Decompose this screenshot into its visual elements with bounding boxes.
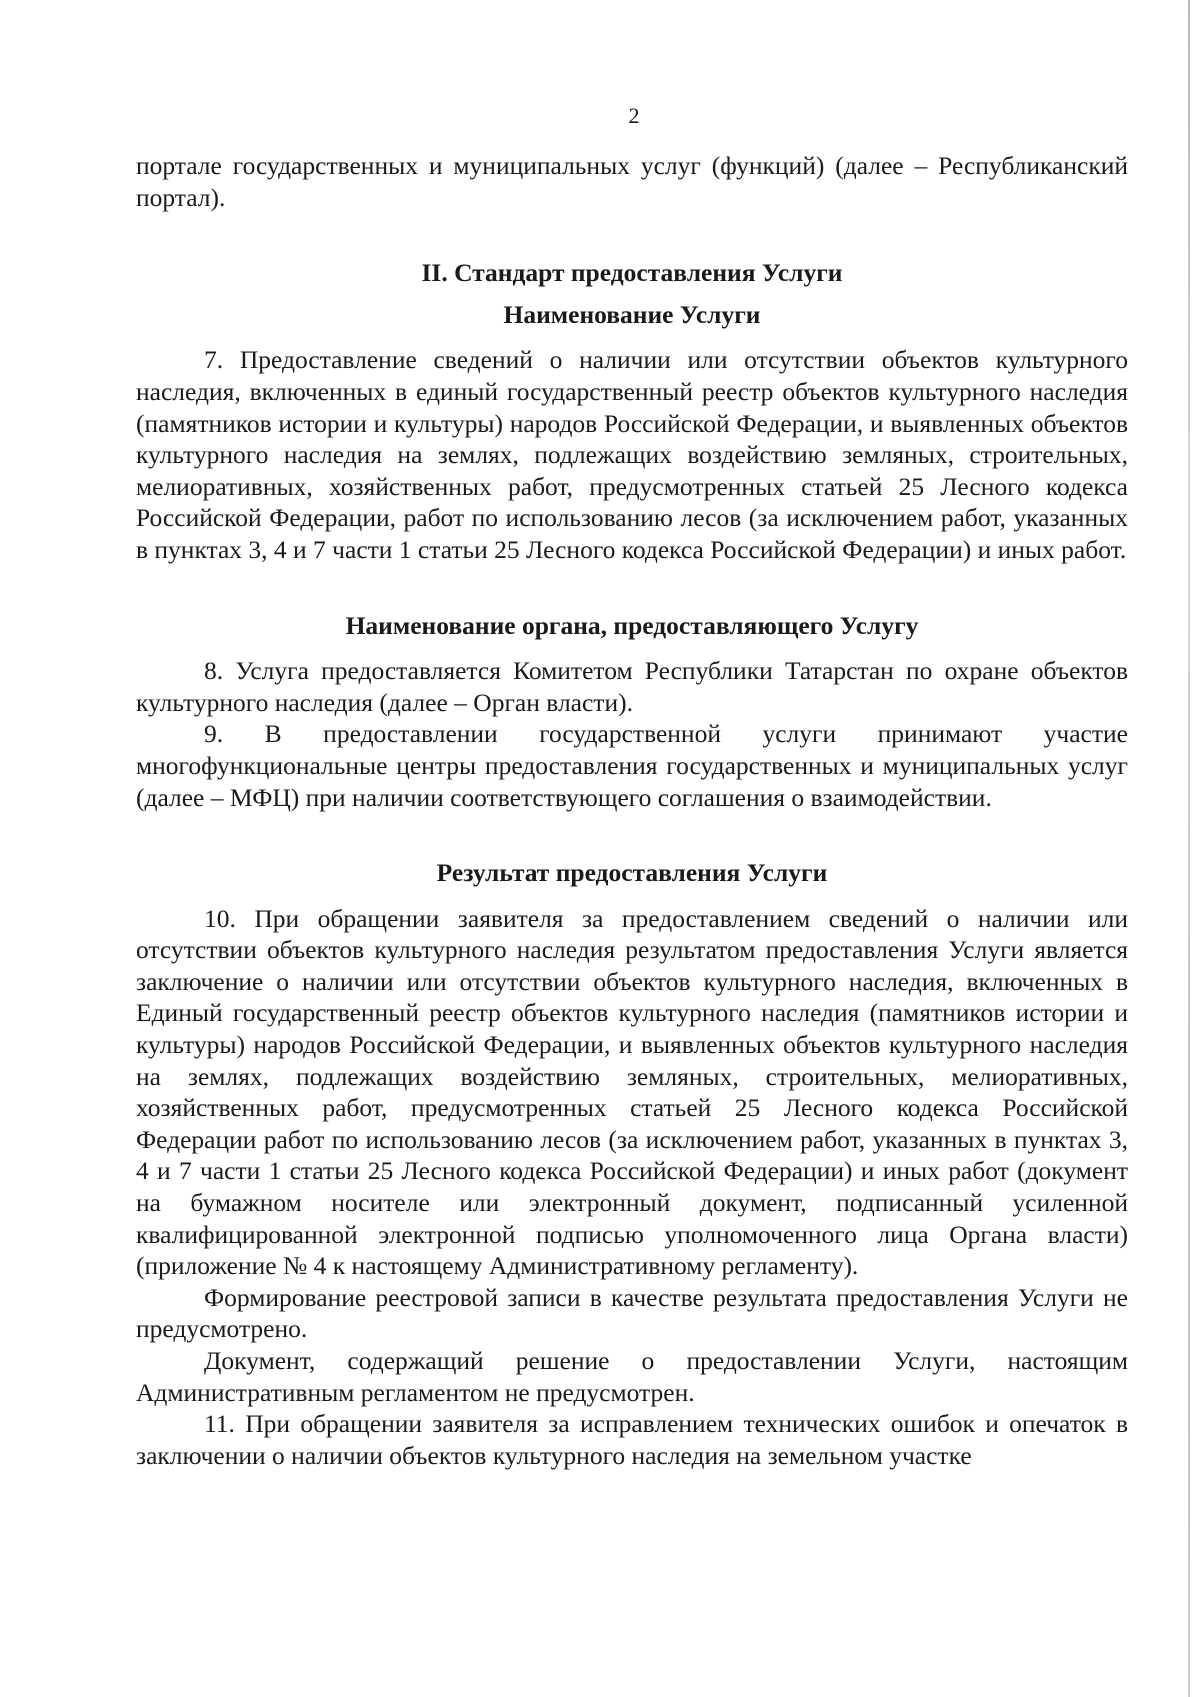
- paragraph-10-registry: Формирование реестровой записи в качестве результата предоставления Услуги не предусмотрено.: [136, 1282, 1128, 1344]
- paragraph-11: 11. При обращении заявителя за исправлением технических ошибок и опечаток в заключении о наличии объектов культурного наследия на земельном участке: [136, 1409, 1128, 1470]
- document-body: [136, 150, 1128, 1471]
- scan-edge-line: [1188, 0, 1190, 1697]
- paragraph-9: 9. В предоставлении государственной услуги принимают участие многофункциональные центры предоставления государственных и муниципальных услуг (далее – МФЦ) при наличии соответствующего соглашения о взаимодействии.: [136, 719, 1128, 812]
- heading-authority: Наименование органа, предоставляющего Услугу: [345, 610, 919, 640]
- section-title: II. Стандарт предоставления Услуги: [421, 258, 843, 288]
- paragraph-10-document: Документ, содержащий решение о предоставлении Услуги, настоящим Административным регламентом не предусмотрен.: [136, 1346, 1128, 1407]
- paragraph-7: 7. Предоставление сведений о наличии или отсутствии объектов культурного наследия, включенных в единый государственный реестр объектов культурного наследия (памятников истории и культуры) народов Российской Федерации, и выявленных объектов культурного наследия на землях, подлежащих воздействию земляных, строительных, мелиоративных, хозяйственных работ, предусмотренных статьей 25 Лесного кодекса Российской Федерации, работ по использованию лесов (за исключением работ, указанных в пунктах 3, 4 и 7 части 1 статьи 25 Лесного кодекса Российской Федерации) и иных работ.: [136, 345, 1128, 564]
- page-number: 2: [628, 103, 640, 128]
- heading-result: Результат предоставления Услуги: [436, 858, 828, 888]
- heading-service-name: Наименование Услуги: [503, 299, 761, 329]
- paragraph-8: 8. Услуга предоставляется Комитетом Республики Татарстан по охране объектов культурного наследия (далее – Орган власти).: [136, 656, 1128, 717]
- paragraph-10: 10. При обращении заявителя за предоставлением сведений о наличии или отсутствии объектов культурного наследия результатом предоставления Услуги является заключение о наличии или отсутствии объектов культурного наследия, включенных в Единый государственный реестр объектов культурного наследия (памятников истории и культуры) народов Российской Федерации, и выявленных объектов культурного наследия на землях, подлежащих воздействию земляных, строительных, мелиоративных, хозяйственных работ, предусмотренных статьей 25 Лесного кодекса Российской Федерации работ по использованию лесов (за исключением работ, указанных в пунктах 3, 4 и 7 части 1 статьи 25 Лесного кодекса Российской Федерации) и иных работ (документ на бумажном носителе или электронный документ, подписанный усиленной квалифицированной электронной подписью уполномоченного лица Органа власти) (приложение № 4 к настоящему Административному регламенту).: [136, 903, 1128, 1281]
- intro-paragraph: порталe государственных и муниципальных услуг (функций) (далее – Республиканский портал).: [136, 151, 1128, 212]
